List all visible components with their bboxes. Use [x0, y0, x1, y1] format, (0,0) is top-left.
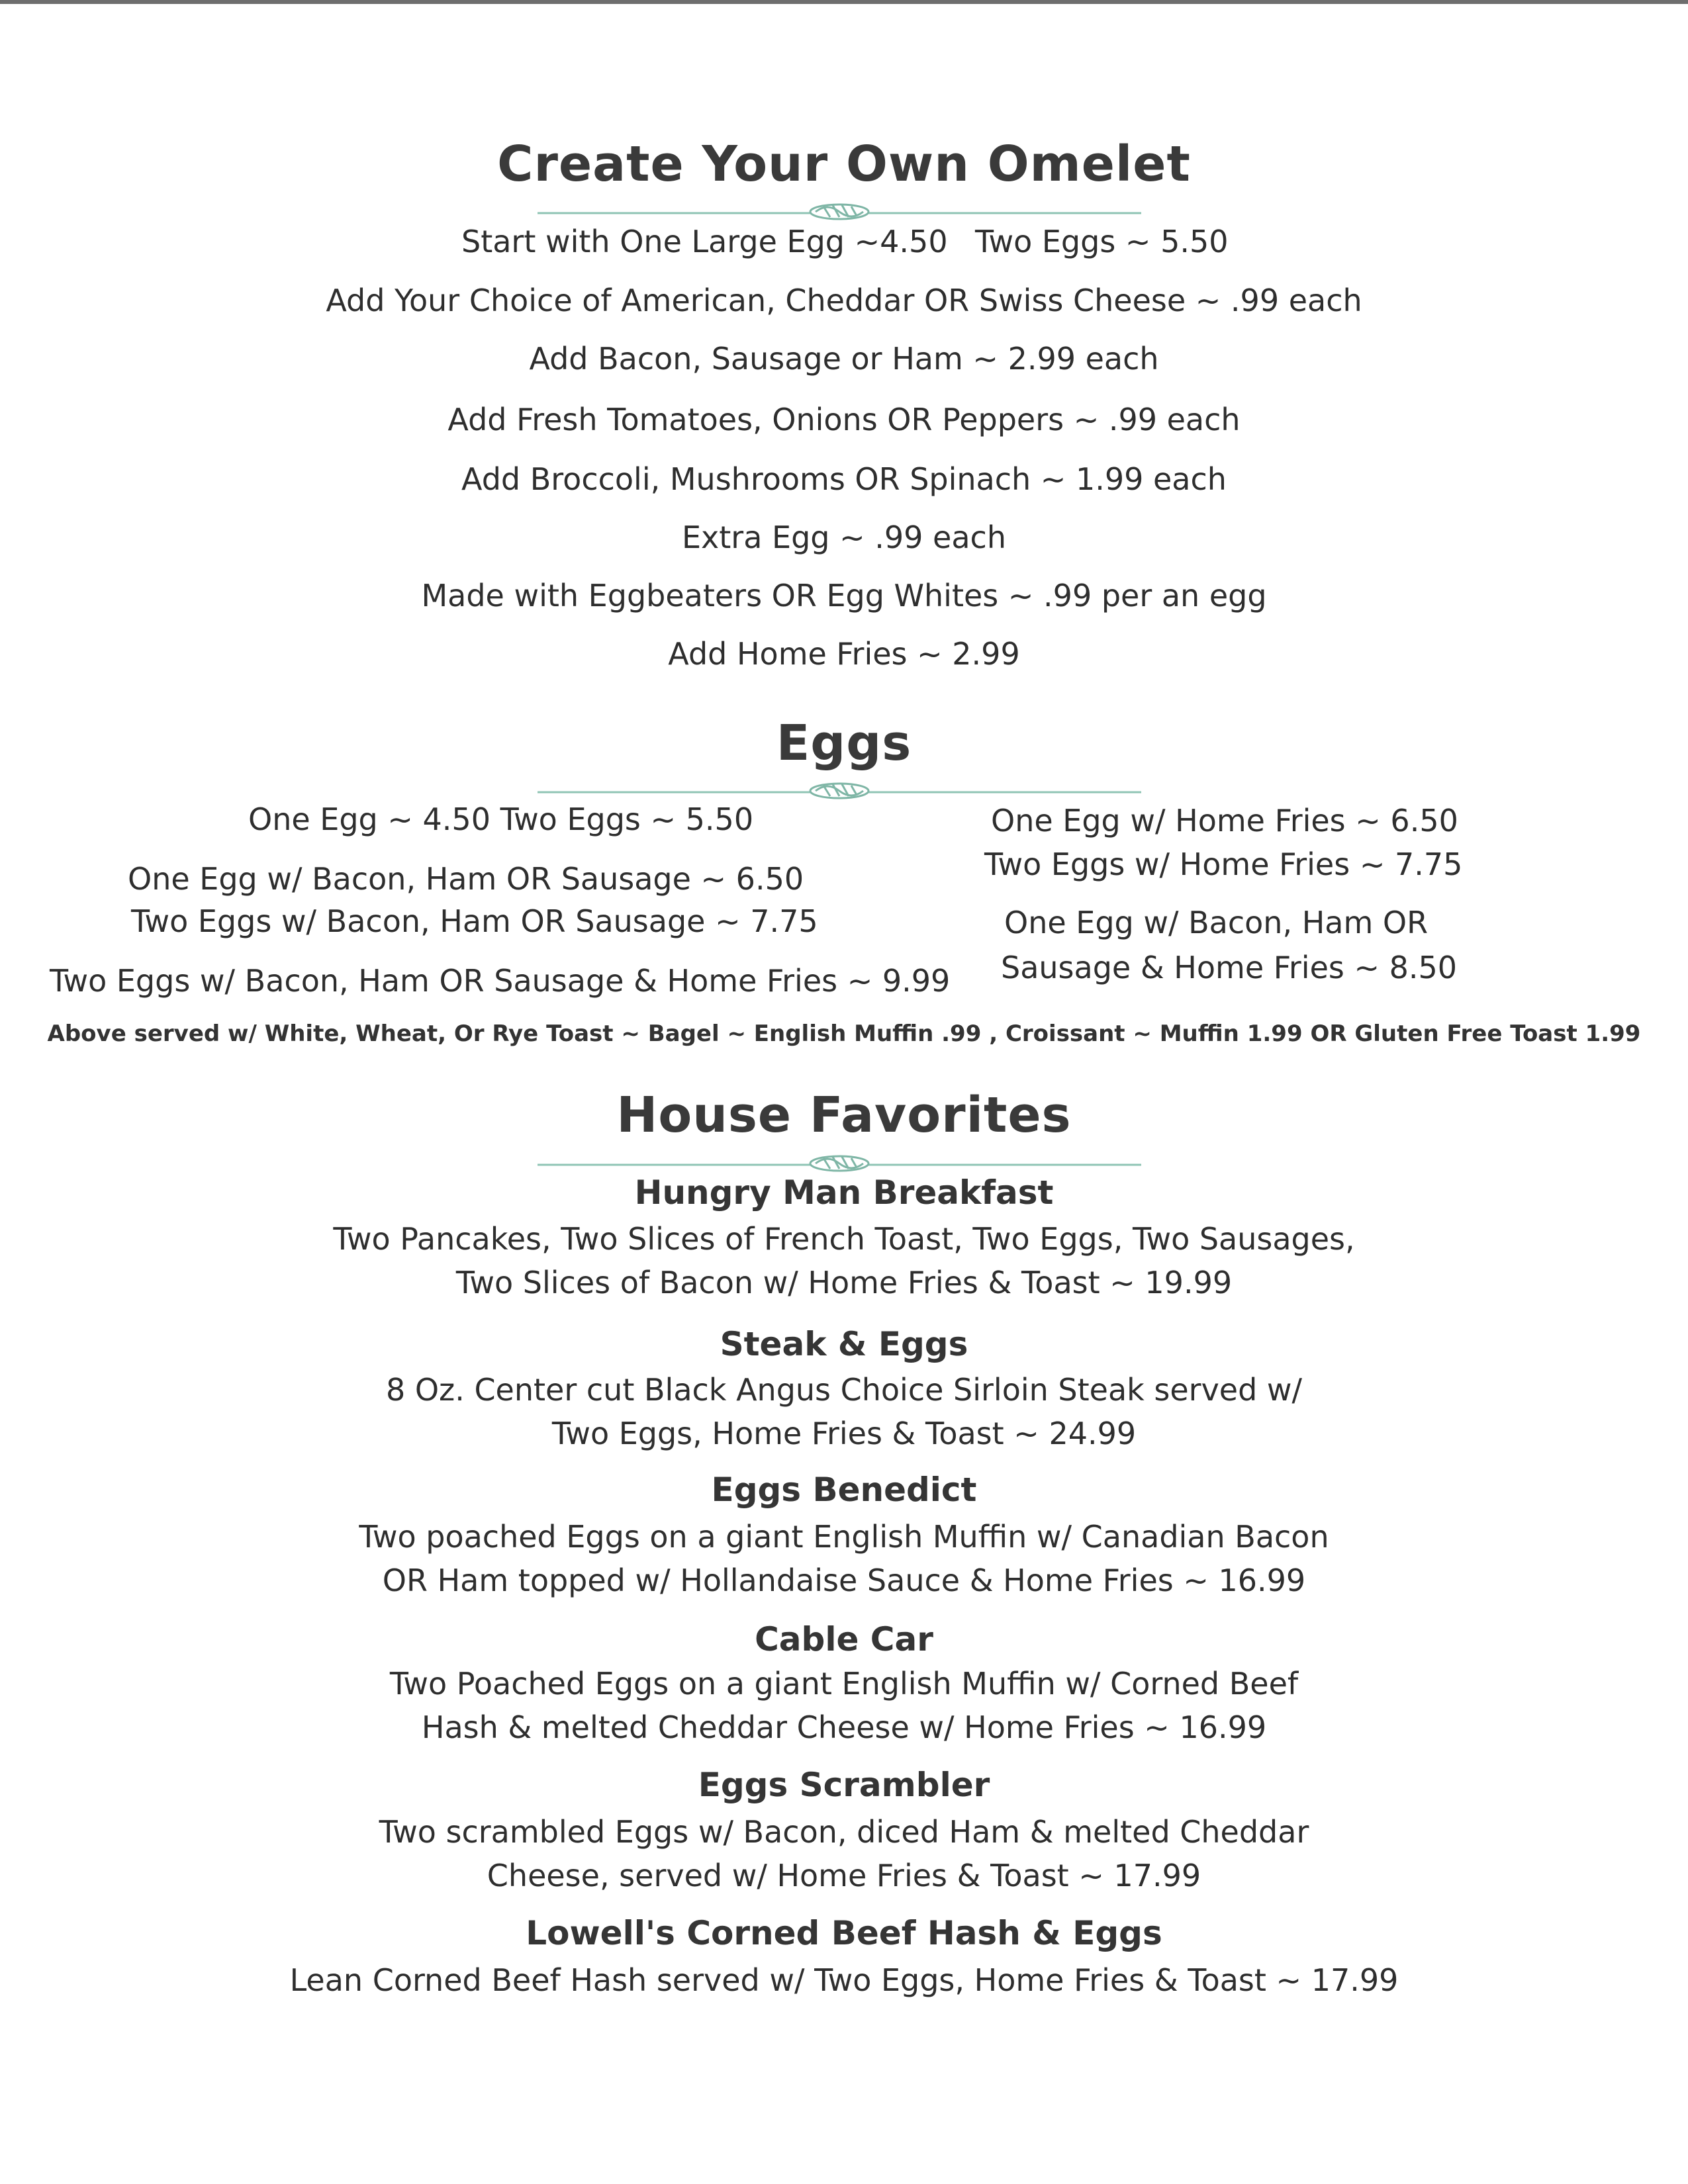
omelet-line-veggies: Add Fresh Tomatoes, Onions OR Peppers ~ .99 each	[447, 402, 1241, 437]
favorite-eggs-scrambler-title: Eggs Scrambler	[698, 1766, 990, 1804]
favorite-cable-car-title: Cable Car	[755, 1620, 933, 1659]
favorite-cable-car-line-1: Two Poached Eggs on a giant English Muffin w/ Corned Beef	[389, 1666, 1299, 1702]
eggs-section-title: Eggs	[776, 715, 912, 772]
omelet-line-extra-egg: Extra Egg ~ .99 each	[681, 520, 1006, 555]
favorite-hungry-man-line-2: Two Slices of Bacon w/ Home Fries & Toast ~ 19.99	[455, 1265, 1233, 1300]
favorite-hungry-man-title: Hungry Man Breakfast	[634, 1173, 1054, 1212]
favorite-eggs-benedict-line-2: OR Ham topped w/ Hollandaise Sauce & Home Fries ~ 16.99	[382, 1563, 1306, 1598]
eggs-left-line-2: One Egg w/ Bacon, Ham OR Sausage ~ 6.50	[128, 861, 804, 897]
omelet-line-meat: Add Bacon, Sausage or Ham ~ 2.99 each	[529, 341, 1159, 377]
favorite-steak-eggs-line-1: 8 Oz. Center cut Black Angus Choice Sirloin Steak served w/	[385, 1372, 1303, 1408]
favorite-eggs-scrambler-line-1: Two scrambled Eggs w/ Bacon, diced Ham & melted Cheddar	[379, 1814, 1309, 1850]
eggs-right-line-2: Two Eggs w/ Home Fries ~ 7.75	[984, 846, 1463, 882]
favorite-corned-beef-hash-title: Lowell's Corned Beef Hash & Eggs	[526, 1914, 1162, 1952]
favorite-hungry-man-line-1: Two Pancakes, Two Slices of French Toast, Two Eggs, Two Sausages,	[333, 1221, 1355, 1257]
favorite-cable-car-line-2: Hash & melted Cheddar Cheese w/ Home Fries ~ 16.99	[421, 1709, 1267, 1745]
favorite-corned-beef-hash-line-1: Lean Corned Beef Hash served w/ Two Eggs, Home Fries & Toast ~ 17.99	[289, 1962, 1399, 1998]
favorites-ornament-divider	[538, 1150, 1141, 1177]
scan-top-border	[0, 0, 1688, 4]
omelet-line-home-fries: Add Home Fries ~ 2.99	[668, 636, 1020, 672]
omelet-line-one-egg: Start with One Large Egg ~4.50	[461, 224, 948, 259]
favorite-eggs-benedict-title: Eggs Benedict	[711, 1471, 977, 1509]
eggs-left-line-3: Two Eggs w/ Bacon, Ham OR Sausage ~ 7.75	[131, 903, 818, 939]
eggs-right-line-4: Sausage & Home Fries ~ 8.50	[1001, 950, 1458, 985]
omelet-line-two-eggs: Two Eggs ~ 5.50	[975, 224, 1229, 259]
favorite-steak-eggs-line-2: Two Eggs, Home Fries & Toast ~ 24.99	[551, 1416, 1137, 1451]
omelet-line-greens: Add Broccoli, Mushrooms OR Spinach ~ 1.99 each	[461, 461, 1227, 497]
omelet-ornament-divider	[538, 199, 1141, 225]
eggs-left-line-1: One Egg ~ 4.50 Two Eggs ~ 5.50	[248, 801, 754, 837]
eggs-right-line-1: One Egg w/ Home Fries ~ 6.50	[991, 803, 1458, 839]
eggs-toast-note: Above served w/ White, Wheat, Or Rye Toast ~ Bagel ~ English Muffin .99 , Croissant ~ Muffin 1.99 OR Gluten Free Toast 1.99	[47, 1021, 1641, 1047]
omelet-section-title: Create Your Own Omelet	[497, 136, 1191, 193]
omelet-line-eggbeaters: Made with Eggbeaters OR Egg Whites ~ .99 per an egg	[421, 578, 1267, 614]
eggs-left-line-4: Two Eggs w/ Bacon, Ham OR Sausage & Home Fries ~ 9.99	[50, 963, 951, 999]
favorite-steak-eggs-title: Steak & Eggs	[720, 1325, 968, 1363]
favorite-eggs-benedict-line-1: Two poached Eggs on a giant English Muffin w/ Canadian Bacon	[359, 1519, 1329, 1555]
eggs-right-line-3: One Egg w/ Bacon, Ham OR	[1004, 905, 1429, 940]
omelet-line-cheese: Add Your Choice of American, Cheddar OR Swiss Cheese ~ .99 each	[326, 283, 1362, 318]
favorite-eggs-scrambler-line-2: Cheese, served w/ Home Fries & Toast ~ 17.99	[487, 1858, 1201, 1893]
favorites-section-title: House Favorites	[616, 1087, 1072, 1144]
